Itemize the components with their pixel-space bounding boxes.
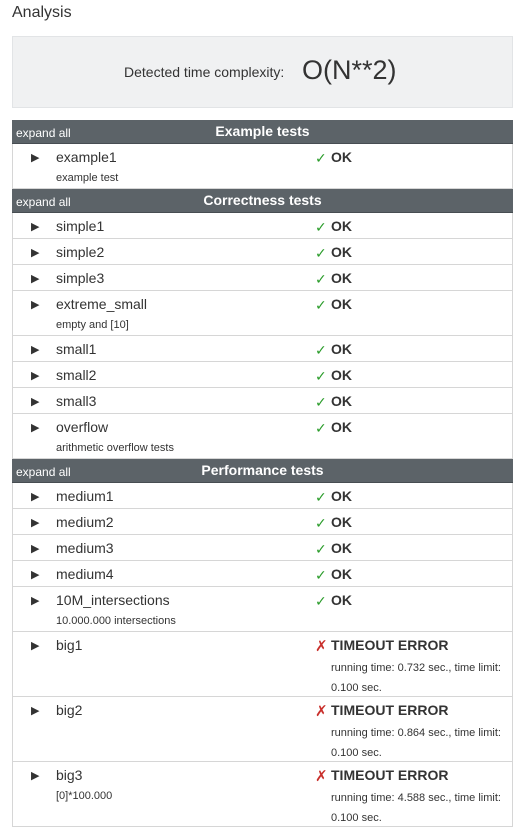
test-row[interactable] [12,265,513,291]
test-status: OK [331,393,352,409]
expand-arrow-icon[interactable]: ▶ [31,640,40,652]
test-row[interactable] [12,239,513,265]
cross-icon: ✗ [315,703,328,720]
expand-all-link[interactable]: expand all [16,126,71,140]
expand-arrow-icon[interactable]: ▶ [31,543,40,555]
test-name: simple3 [56,270,105,286]
expand-arrow-icon[interactable]: ▶ [31,247,40,259]
check-icon: ✓ [315,420,327,436]
section-header [12,120,513,144]
expand-arrow-icon[interactable]: ▶ [31,491,40,503]
test-status: OK [331,592,352,608]
status-detail: running time: 0.864 sec., time limit: 0.100 sec. [331,727,501,759]
test-row[interactable] [12,697,513,762]
test-row[interactable] [12,561,513,587]
section-title: Performance tests [201,462,324,478]
expand-arrow-icon[interactable]: ▶ [31,517,40,529]
test-status: OK [331,296,352,312]
test-row[interactable] [12,632,513,697]
expand-all-link[interactable]: expand all [16,465,71,479]
complexity-panel [12,36,513,108]
test-name: big3 [56,767,83,783]
check-icon: ✓ [315,593,327,609]
test-name: medium4 [56,566,114,582]
section-header [12,459,513,483]
test-status: OK [331,514,352,530]
check-icon: ✓ [315,271,327,287]
test-description: arithmetic overflow tests [56,442,174,454]
check-icon: ✓ [315,245,327,261]
test-status: TIMEOUT ERROR [331,637,449,653]
test-results [12,120,513,827]
check-icon: ✓ [315,394,327,410]
expand-arrow-icon[interactable]: ▶ [31,344,40,356]
check-icon: ✓ [315,219,327,235]
test-row[interactable] [12,483,513,509]
test-row[interactable] [12,587,513,632]
test-status: OK [331,218,352,234]
complexity-label: Detected time complexity: [124,64,285,80]
test-row[interactable] [12,762,513,827]
test-name: medium3 [56,540,114,556]
test-status: OK [331,244,352,260]
expand-arrow-icon[interactable]: ▶ [31,422,40,434]
test-name: 10M_intersections [56,592,170,608]
check-icon: ✓ [315,342,327,358]
test-name: simple1 [56,218,105,234]
test-name: overflow [56,419,109,435]
test-status: OK [331,419,352,435]
check-icon: ✓ [315,150,327,166]
check-icon: ✓ [315,297,327,313]
expand-arrow-icon[interactable]: ▶ [31,705,40,717]
test-status: OK [331,566,352,582]
expand-arrow-icon[interactable]: ▶ [31,595,40,607]
test-description: [0]*100.000 [56,790,113,802]
test-row[interactable] [12,362,513,388]
expand-all-link[interactable]: expand all [16,195,71,209]
test-name: big1 [56,637,83,653]
test-name: example1 [56,149,117,165]
test-name: small2 [56,367,97,383]
section-title: Correctness tests [203,192,322,208]
test-status: OK [331,540,352,556]
test-status: OK [331,270,352,286]
cross-icon: ✗ [315,638,328,655]
check-icon: ✓ [315,515,327,531]
complexity-value: O(N**2) [302,55,397,85]
test-name: simple2 [56,244,105,260]
test-row[interactable] [12,336,513,362]
page-title: Analysis [12,4,72,21]
status-detail: running time: 0.732 sec., time limit: 0.100 sec. [331,662,501,694]
test-name: small1 [56,341,97,357]
test-row[interactable] [12,509,513,535]
test-status: TIMEOUT ERROR [331,767,449,783]
test-description: 10.000.000 intersections [56,615,176,627]
status-detail: running time: 4.588 sec., time limit: 0.100 sec. [331,792,501,824]
test-row[interactable] [12,535,513,561]
test-name: big2 [56,702,83,718]
test-name: medium1 [56,488,114,504]
test-description: empty and [10] [56,319,129,331]
test-row[interactable] [12,291,513,336]
check-icon: ✓ [315,368,327,384]
expand-arrow-icon[interactable]: ▶ [31,370,40,382]
expand-arrow-icon[interactable]: ▶ [31,152,40,164]
expand-arrow-icon[interactable]: ▶ [31,770,40,782]
test-row[interactable] [12,144,513,189]
test-status: OK [331,488,352,504]
test-name: medium2 [56,514,114,530]
test-status: OK [331,367,352,383]
section-title: Example tests [215,123,310,139]
test-name: small3 [56,393,97,409]
expand-arrow-icon[interactable]: ▶ [31,299,40,311]
test-row[interactable] [12,414,513,459]
section-header [12,189,513,213]
test-row[interactable] [12,388,513,414]
cross-icon: ✗ [315,768,328,785]
test-row[interactable] [12,213,513,239]
expand-arrow-icon[interactable]: ▶ [31,396,40,408]
test-status: OK [331,149,352,165]
expand-arrow-icon[interactable]: ▶ [31,273,40,285]
check-icon: ✓ [315,541,327,557]
check-icon: ✓ [315,489,327,505]
test-status: TIMEOUT ERROR [331,702,449,718]
test-description: example test [56,172,119,184]
test-name: extreme_small [56,296,148,312]
expand-arrow-icon[interactable]: ▶ [31,221,40,233]
expand-arrow-icon[interactable]: ▶ [31,569,40,581]
check-icon: ✓ [315,567,327,583]
test-status: OK [331,341,352,357]
